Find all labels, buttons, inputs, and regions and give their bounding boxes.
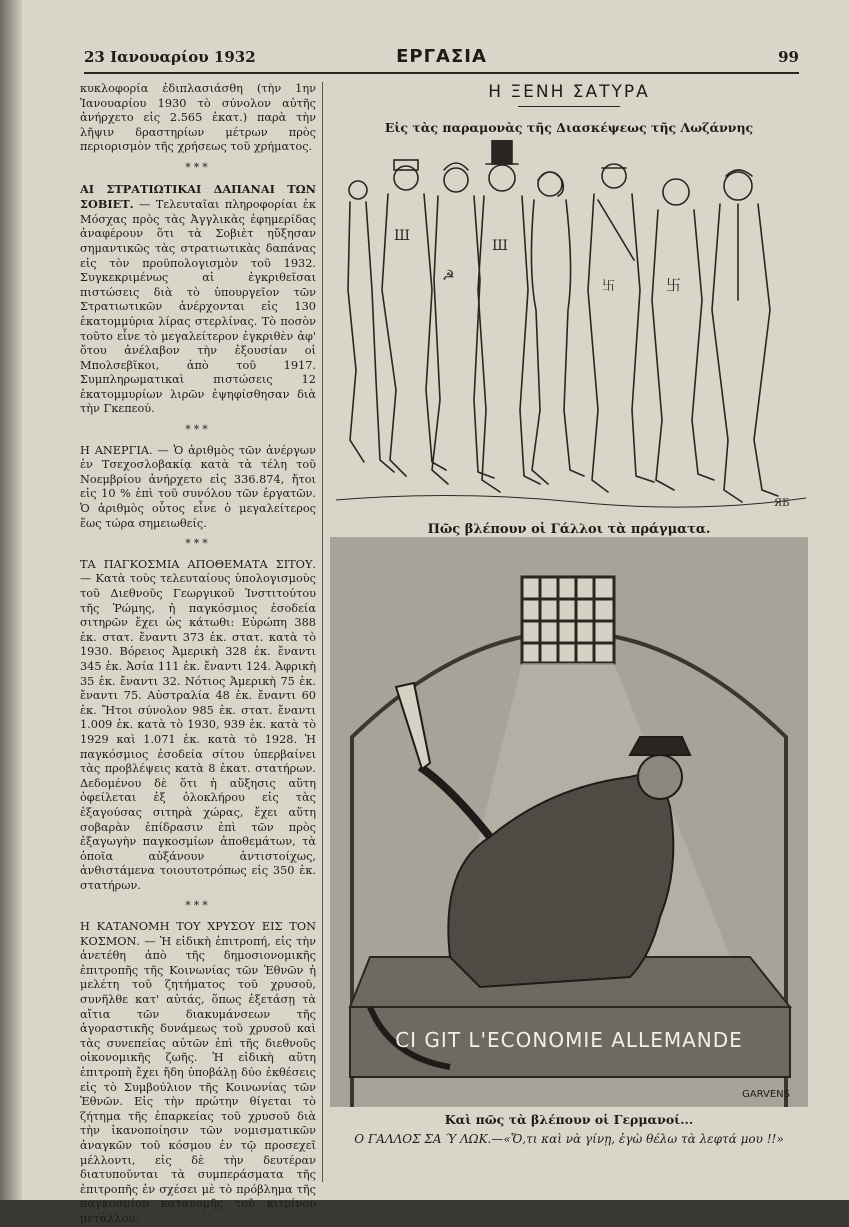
title-underline (518, 106, 620, 107)
cartoon-figure (478, 140, 540, 492)
cartoon1-caption: Πῶς βλέπουν οἱ Γάλλοι τὰ πράγματα. (427, 522, 711, 537)
cartoon-figure (712, 170, 778, 502)
header-page-number: 99 (778, 48, 799, 66)
section-separator: *** (185, 423, 211, 437)
section-separator: *** (185, 899, 211, 913)
page-binding-edge (0, 0, 22, 1200)
intro-paragraph: κυκλοφορία ἐδιπλασιάσθη (τὴν 1ην Ἰανουαρίου 1930 τὸ σύνολον αὐτῆς ἀνήρχετο εἰς 2.565 ἑκατ.) παρὰ τὴν λῆψιν δραστηρίων μέτρων πρὸς περιορισμὸν τῆς χρήσεως τοῦ χρήματος. (80, 82, 316, 154)
svg-text:卐: 卐 (602, 279, 616, 294)
svg-text:Ш: Ш (492, 238, 508, 254)
page-header (84, 46, 799, 74)
cartoon2-dialogue: Ο ΓΑΛΛΟΣ ΣΑ Ύ ΛΩΚ.—«Ὅ,τι καὶ νὰ γίνῃ, ἐγὼ θέλω τὰ λεφτά μου !!» (354, 1132, 784, 1146)
cartoon2-caption: Καὶ πῶς τὰ βλέπουν οἱ Γερμανοί... (444, 1112, 694, 1127)
article-wheat-stocks (80, 558, 316, 894)
svg-text:☭: ☭ (442, 268, 455, 284)
section-separator: *** (185, 160, 211, 174)
coffin-inscription: CI GIT L'ECONOMIE ALLEMANDE (395, 1028, 743, 1052)
column-divider (322, 82, 323, 1182)
artist-mark: ЯБ (774, 498, 790, 509)
article-heading: ΤΑ ΠΑΓΚΟΣΜΙΑ ΑΠΟΘΕΜΑΤΑ ΣΙΤΟΥ. (80, 557, 316, 571)
article-unemployment (80, 444, 316, 532)
article-body: — Κατὰ τοὺς τελευταίους ὑπολογισμοὺς τοῦ Διεθνοῦς Γεωργικοῦ Ἰνστιτούτου τῆς Ῥώμης, ἡ παγκόσμιος ἐσοδεία σιτηρῶν ἔχει ὡς κάτωθι: Εὐρώπη 388 ἑκ. στατ. ἔναντι 373 ἑκ. στατ. κατὰ τὸ 1930. Βόρειος Ἀμερικὴ 328 ἑκ. ἔναντι 345 ἑκ. Ἀσία 111 ἑκ. ἔναντι 124. Ἀφρικὴ 35 ἑκ. ἔναντι 32. Νότιος Ἀμερικὴ 75 ἑκ. ἔναντι 75. Αὐστραλία 48 ἑκ. ἔναντι 60 ἑκ. Ἤτοι σύνολον 985 ἑκ. στατ. ἔναντι 1.009 ἑκ. κατὰ τὸ 1930, 939 ἑκ. κατὰ τὸ 1929 καὶ 1.071 ἑκ. κατὰ τὸ 1928. Ἡ παγκόσμιος ἐσοδεία σίτου ὑπερβαίνει τὰς προβλέψεις κατὰ 8 ἑκατ. στατήρων. Δεδομένου δὲ ὅτι ἡ αὔξησις αὕτη ὀφείλεται ἐξ ὁλοκλήρου εἰς τὰς ἐξαγούσας σιτηρὰ χώρας, ἔχει αὕτη σοβαρὰν ἐπίδρασιν ἐπὶ τῶν πρὸς ἐξαγωγὴν παγκοσμίων ἀποθεμάτων, τὰ ὁποῖα αὐξάνουν ἀντιστοίχως, ἀνθιστάμενα τοιουτοτρόπως εἰς 350 ἑκ. στατήρων. (80, 572, 316, 892)
barred-window (522, 577, 614, 663)
cartoon2-signature: GARVENS (742, 1089, 790, 1100)
cartoon-figure (531, 172, 584, 484)
header-title: ΕΡΓΑΣΙΑ (396, 46, 487, 67)
svg-text:卐: 卐 (666, 276, 682, 294)
section-separator: *** (185, 537, 211, 551)
article-body: — Ἡ εἰδικὴ ἐπιτροπή, εἰς τὴν ἀνετέθη ἀπὸ τῆς δημοσιονομικῆς ἐπιτροπῆς τῆς Κοινωνίας τῶν Ἐθνῶν ἡ μελέτη τοῦ ζητήματος τοῦ χρυσοῦ, συνῆλθε κατ' αὐτάς, ὅπως ἐξετάσῃ τὰ αἴτια τῶν διακυμάνσεων τῆς ἀγοραστικῆς δυνάμεως τοῦ χρυσοῦ καὶ τὰς συνεπείας αὐτῶν ἐπὶ τῆς διεθνοῦς οἰκονομικῆς ζωῆς. Ἡ εἰδικὴ αὕτη ἐπιτροπὴ ἔχει ἤδη ὑποβάλῃ δύο ἐκθέσεις εἰς τὸ Συμβούλιον τῆς Κοινωνίας τῶν Ἐθνῶν. Εἰς τὴν πρώτην θίγεται τὸ ζήτημα τῆς ἐπαρκείας τοῦ χρυσοῦ διὰ τὴν ἱκανοποίησιν τῶν νομισματικῶν ἀναγκῶν τοῦ κόσμου ἐν τῷ προσεχεῖ μέλλοντι, εἰς δὲ τὴν δευτέραν διατυποῦνται τὰ συμπεράσματα τῆς ἐπιτροπῆς ἐν σχέσει μὲ τὸ πρόβλημα τῆς παγκοσμίου κατανομῆς τοῦ κιτρίνου μετάλλου. (80, 934, 316, 1225)
satire-subtitle: Εἰς τὰς παραμονὰς τῆς Διασκέψεως τῆς Λωζάννης (384, 120, 754, 135)
left-text-column (80, 82, 316, 1225)
article-soviet-military (80, 182, 316, 418)
article-heading: ΑΙ ΣΤΡΑΤΙΩΤΙΚΑΙ ΔΑΠΑΝΑΙ ΤΩΝ ΣΟΒΙΕΤ. (80, 181, 316, 212)
article-body: — Ὁ ἀριθμὸς τῶν ἀνέργων ἐν Τσεχοσλοβακίᾳ κατὰ τὰ τέλη τοῦ Νοεμβρίου ἀνήρχετο εἰς 336.874, ἤτοι εἰς 10 % ἐπὶ τοῦ συνόλου τῶν ἐργατῶν. Ὁ ἀριθμὸς οὗτος εἶνε ὁ μεγαλείτερος ἕως τώρα σημειωθείς. (80, 443, 316, 530)
article-gold-distribution (80, 920, 316, 1226)
cartoon-figure (588, 164, 654, 492)
cartoon-dancing-leaders (336, 140, 806, 515)
article-heading: Η ΚΑΤΑΝΟΜΗ ΤΟΥ ΧΡΥΣΟΥ ΕΙΣ ΤΟΝ ΚΟΣΜΟΝ. (80, 920, 316, 948)
svg-text:Ш: Ш (394, 228, 410, 244)
header-date: 23 Ιανουαρίου 1932 (84, 48, 256, 66)
article-heading: Η ΑΝΕΡΓΙΑ. (80, 443, 153, 457)
cartoon-figure (652, 179, 714, 490)
article-body: — Τελευταῖαι πληροφορίαι ἐκ Μόσχας πρὸς τὰς Ἀγγλικὰς ἐφημερίδας ἀναφέρουν ὅτι τὰ Σοβιὲτ ηὔξησαν σημαντικῶς τὰς στρατιωτικὰς δαπάνας εἰς τὸν προϋπολογισμὸν τοῦ 1932. Συγκεκριμένως αἱ ἐγκριθεῖσαι πιστώσεις διὰ τὸ ὑπουργεῖον τῶν Στρατιωτικῶν ἀνέρχονται εἰς 130 ἑκατομμύρια λίρας στερλίνας. Τὸ ποσὸν τοῦτο εἶνε τὸ μεγαλείτερον ἐγκριθὲν ἀφ' ὅτου ἀνέλαβον τὴν ἐξουσίαν οἱ Μπολσεβῖκοι, ἀπὸ τοῦ 1917. Συμπληρωματικαὶ πιστώσεις 12 ἑκατομμυρίων λιρῶν ἐψηφίσθησαν διὰ τὴν Γκεπεού. (80, 198, 316, 416)
satire-title: Η ΞΕΝΗ ΣΑΤΥΡΑ (488, 82, 650, 102)
cartoon-economy-grave (330, 537, 808, 1107)
right-satire-column (330, 82, 808, 1187)
